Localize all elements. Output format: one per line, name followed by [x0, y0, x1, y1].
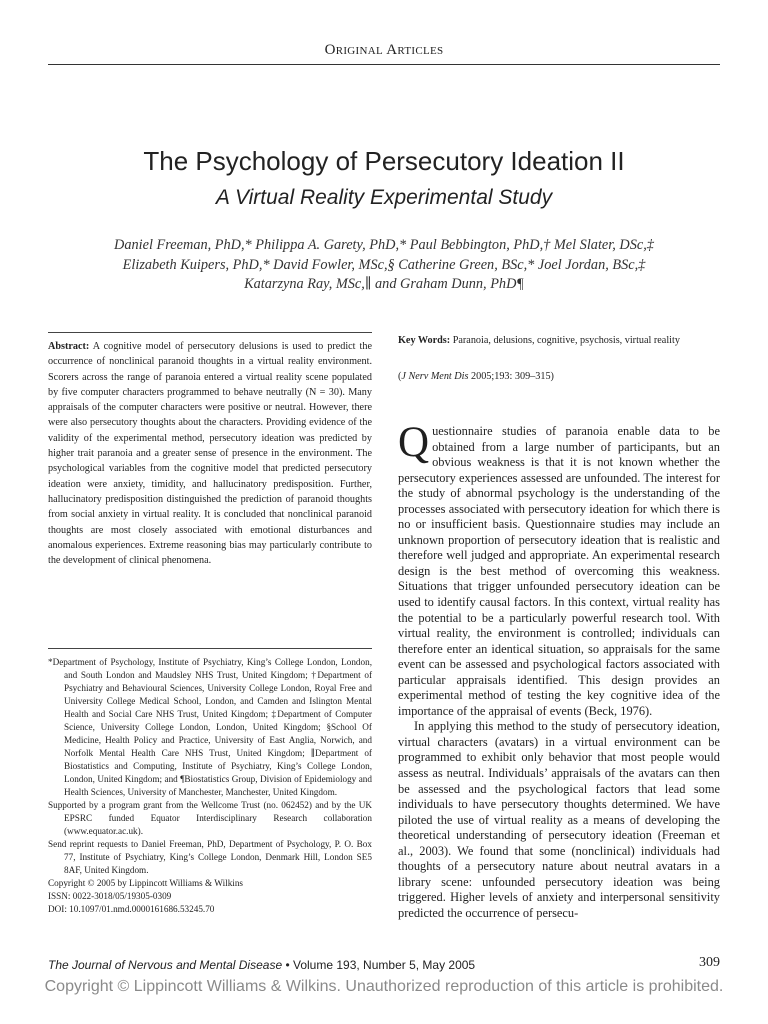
citation: (J Nerv Ment Dis 2005;193: 309–315) [398, 371, 554, 382]
abstract-text: A cognitive model of persecutory delusions is used to predict the occurrence of nonclinical paranoid thoughts in a virtual reality environment. Scorers across the range of paranoia entered a virtual reality scene populated by five computer characters programmed to behave neutrally (N = 30). Many appraisals of the computer characters were positive or neutral. However, there were also persecutory thoughts about the characters. Providing evidence of the validity of the experimental method, persecutory ideation was predicted by higher trait paranoia and a greater sense of presence in the environment. The psychological variables from the cognitive model that predicted persecutory ideation were anxiety, timidity, and hallucinatory predisposition. Further, hallucinatory predisposition distinguished the prediction of paranoid thoughts from social anxiety in virtual reality. It is concluded that nonclinical paranoid thoughts are most closely associated with emotional disturbances and anomalous experiences. Extreme reasoning bias may particularly contribute to the development of clinical phenomena. [48, 341, 372, 567]
authors-line-3: Katarzyna Ray, MSc,∥ and Graham Dunn, PhD¶ [244, 276, 524, 292]
drop-cap: Q [398, 419, 430, 466]
authors-line-1: Daniel Freeman, PhD,* Philippa A. Garety, PhD,* Paul Bebbington, PhD,† Mel Slater, DSc,‡ [114, 237, 654, 253]
keywords-label: Key Words: [398, 335, 451, 346]
journal-footer [48, 958, 475, 972]
journal-issue: • Volume 193, Number 5, May 2005 [285, 958, 476, 972]
abstract-rule [48, 332, 372, 333]
abstract-label: Abstract: [48, 341, 90, 352]
keywords [398, 334, 720, 348]
article-subtitle: A Virtual Reality Experimental Study [215, 186, 553, 209]
affiliations-rule [48, 648, 372, 649]
copyright-line: Copyright © 2005 by Lippincott Williams & Wilkins [48, 878, 244, 888]
keywords-text: Paranoia, delusions, cognitive, psychosis, virtual reality [452, 335, 680, 346]
journal-name: The Journal of Nervous and Mental Disease [48, 958, 283, 972]
reprint-request: Send reprint requests to Daniel Freeman, PhD, Department of Psychology, P. O. Box 77, Institute of Psychiatry, King’s College London, Denmark Hill, London SE5 8AF, United Kingdom. [48, 839, 372, 875]
body-paragraph-1 [398, 419, 720, 719]
header-rule [48, 64, 720, 65]
affiliation-departments: *Department of Psychology, Institute of Psychiatry, King’s College London, London, and South London and Maudsley NHS Trust, United Kingdom; †Department of Psychiatry and Behavioural Sciences, University College London, Royal Free and University College Medical School, London, and Camden and Islington Mental Health and Social Care NHS Trust, United Kingdom; ‡Department of Computer Science, University College London, London, United Kingdom; §School Of Medicine, Health Policy and Practice, University of East Anglia, Norwich, and Norfolk Mental Health Care NHS Trust, United Kingdom; ∥Department of Biostatistics and Computing, Institute of Psychiatry, King’s College London, London, United Kingdom; and ¶Biostatistics Group, Division of Epidemiology and Health Sciences, University of Manchester, Manchester, United Kingdom. [48, 657, 372, 797]
article-title: The Psychology of Persecutory Ideation II [143, 146, 625, 176]
issn-line: ISSN: 0022-3018/05/19305-0309 [48, 891, 172, 901]
author-list [60, 236, 708, 295]
doi-line: DOI: 10.1097/01.nmd.0000161686.53245.70 [48, 904, 215, 914]
body-paragraph-2: In applying this method to the study of persecutory ideation, virtual characters (avatars) in a virtual environment can be programmed to exhibit only behavior that most people would assess as neutral. Individuals’ appraisals of the avatars can then be assessed and the psychological factors that lead some individuals to have persecutory thoughts determined. We have piloted the use of virtual reality as a means of developing the theoretical understanding of persecutory ideation (Freeman et al., 2003). We found that some (nonclinical) individuals had thoughts of a persecutory nature about neutral avatars in a library scene: unfounded persecutory ideation was being triggered. Higher levels of anxiety and interpersonal sensitivity predicted the occurrence of persecu- [398, 719, 720, 920]
copyright-notice: Copyright © Lippincott Williams & Wilkins. Unauthorized reproduction of this article is prohibited. [44, 978, 724, 995]
section-heading: Original Articles [324, 42, 444, 58]
citation-details: 2005;193: 309–315) [471, 371, 554, 382]
abstract [48, 339, 372, 568]
authors-line-2: Elizabeth Kuipers, PhD,* David Fowler, MSc,§ Catherine Green, BSc,* Joel Jordan, BSc,‡ [122, 256, 646, 273]
article-body [398, 419, 720, 922]
page-number: 309 [699, 955, 720, 970]
citation-journal: J Nerv Ment Dis [401, 371, 469, 382]
affiliations [48, 656, 372, 916]
body-paragraph-1-text: uestionnaire studies of paranoia enable data to be obtained from a large number of participants, but an obvious weakness is that it is not known whether the persecutory experiences assessed are unfounded. The interest for the study of abnormal psychology is the understanding of the processes associated with persecutory ideation for which there is no or insufficient basis. Questionnaire studies may include an unknown proportion of persecutory ideation that is realistic and therefore well judged and appropriate. An experimental research design is the best method of overcoming this weakness. Situations that trigger unfounded persecutory ideation can be used to identify causal factors. In this context, virtual reality has the potential to be a particularly powerful research tool. With virtual reality, the environment is controlled; individuals can therefore enter an identical situation, so appraisals for the same event can be assessed and psychological factors associated with particular appraisals identified. This design provides an experimental method of testing the key cognitive idea of the importance of the appraisal of events (Beck, 1976). [398, 424, 720, 718]
funding-note: Supported by a program grant from the Wellcome Trust (no. 062452) and by the UK EPSRC funded Equator Interdisciplinary Research collaboration (www.equator.ac.uk). [48, 800, 372, 836]
